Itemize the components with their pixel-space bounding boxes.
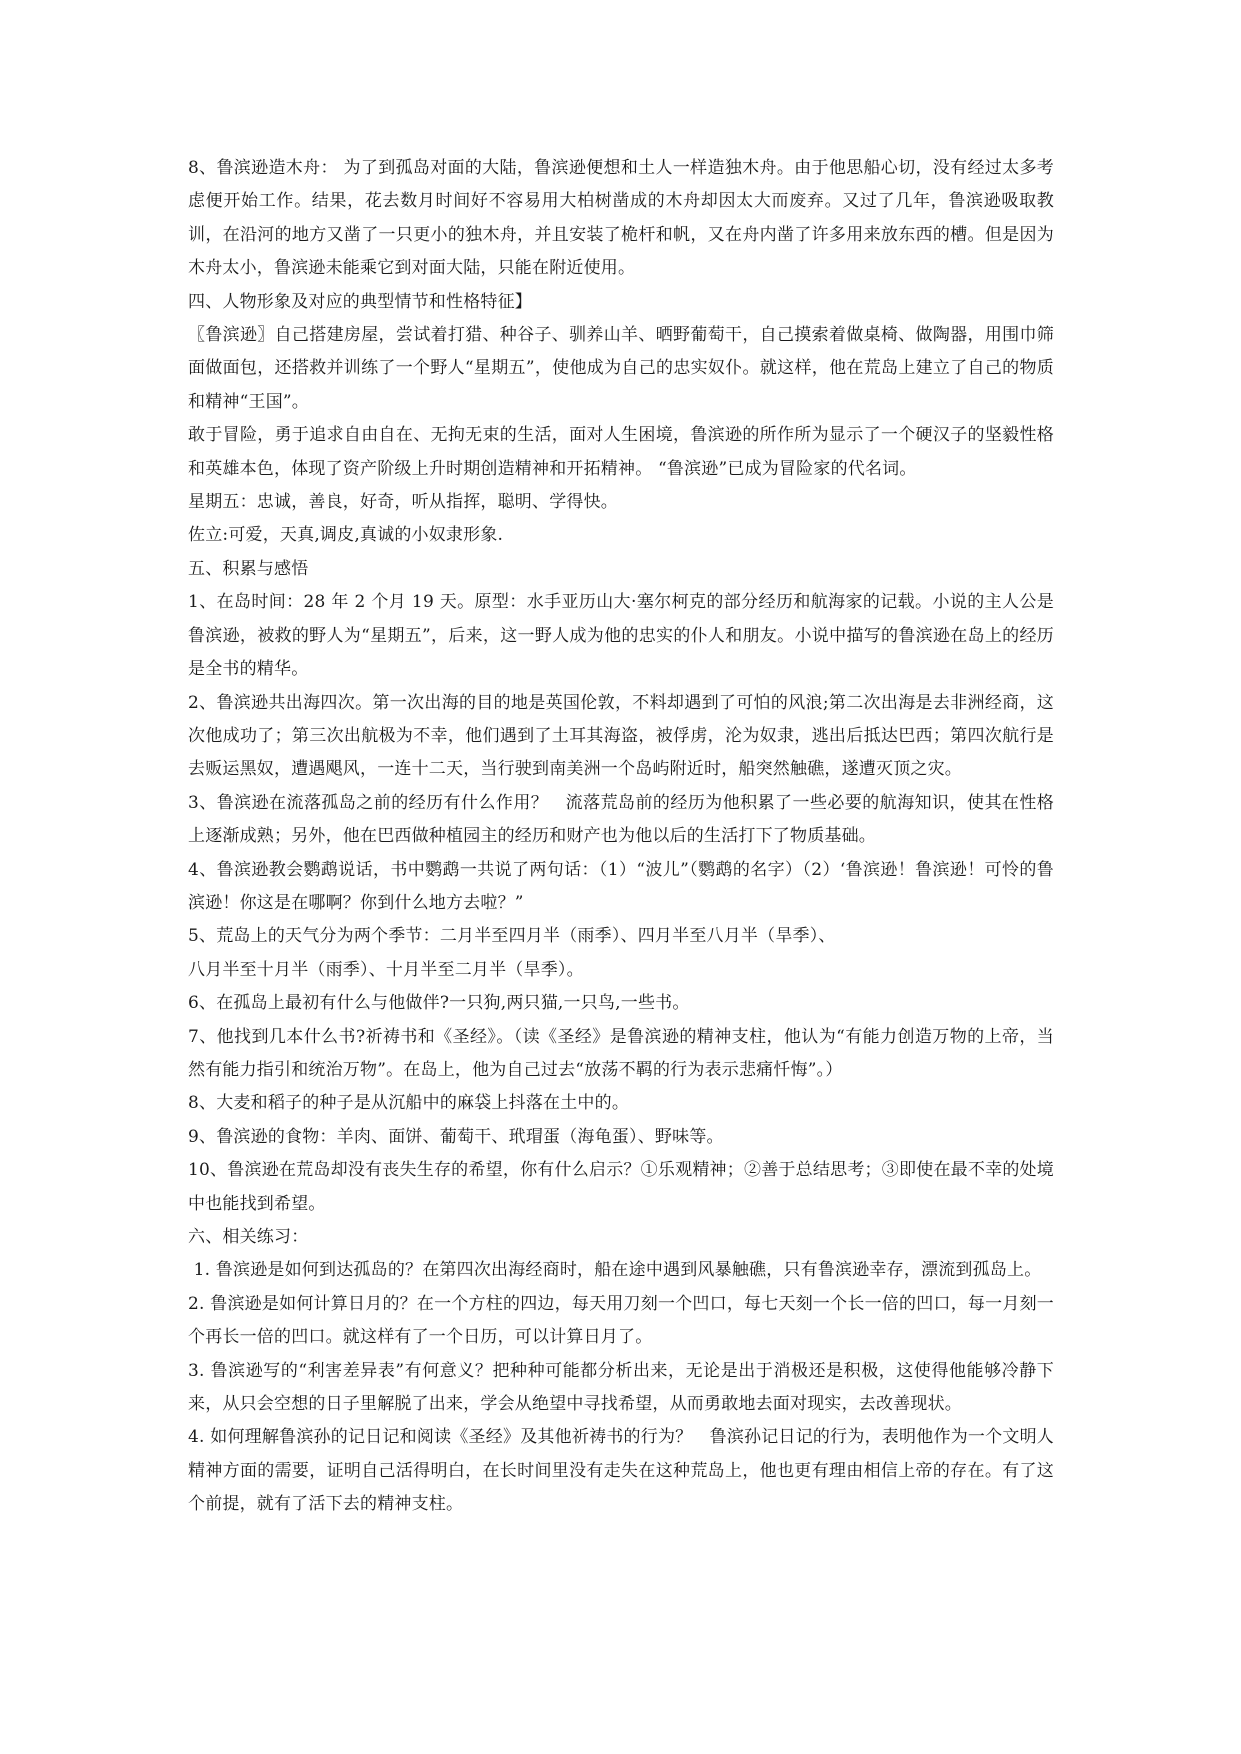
list-item-prior-experience: 3、鲁滨逊在流落孤岛之前的经历有什么作用？ 流落荒岛前的经历为他积累了一些必要的航海知识，使其在性格上逐渐成熟；另外，他在巴西做种植园主的经历和财产也为他以后的生活打下了物质基础。 [188, 792, 1054, 847]
list-item-parrot: 4、鲁滨逊教会鹦鹉说话，书中鹦鹉一共说了两句话：（1）“波儿”（鹦鹉的名字）（2）‘鲁滨逊！鲁滨逊！可怜的鲁滨逊！你这是在哪啊？你到什么地方去啦？” [188, 859, 1054, 913]
list-item-island-time: 1、在岛时间：28 年 2 个月 19 天。原型：水手亚历山大·塞尔柯克的部分经历和航海家的记载。小说的主人公是鲁滨逊，被救的野人为“星期五”，后来，这一野人成为他的忠实的仆人和朋友。小说中描写的鲁滨逊在岛上的经历是全书的精华。 [188, 592, 1054, 680]
paragraph-robinson-traits: 〖鲁滨逊〗自己搭建房屋，尝试着打猎、种谷子、驯养山羊、晒野葡萄干，自己摸索着做桌椅、做陶器，用围巾筛面做面包，还搭救并训练了一个野人“星期五”，使他成为自己的忠实奴仆。就这样，他在荒岛上建立了自己的物质和精神“王国”。 [188, 325, 1054, 412]
list-item-four-voyages: 2、鲁滨逊共出海四次。第一次出海的目的地是英国伦敦，不料却遇到了可怕的风浪;第二次出海是去非洲经商，这次他成功了；第三次出航极为不幸，他们遇到了土耳其海盗，被俘虏，沦为奴隶，逃出后抵达巴西；第四次航行是去贩运黑奴，遭遇飓风，一连十二天，当行驶到南美洲一个岛屿附近时，船突然触礁，遂遭灭顶之灾。 [188, 692, 1054, 780]
list-item-companions: 6、在孤岛上最初有什么与他做伴?一只狗,两只猫,一只鸟,一些书。 [188, 993, 690, 1014]
section-heading-exercises: 六、相关练习： [188, 1227, 309, 1247]
exercise-2: 2. 鲁滨逊是如何计算日月的？在一个方柱的四边，每天用刀刻一个凹口，每七天刻一个长一倍的凹口，每一月刻一个再长一倍的凹口。就这样有了一个日历，可以计算日月了。 [188, 1293, 1054, 1348]
list-item-seasons: 5、荒岛上的天气分为两个季节：二月半至四月半（雨季）、四月半至八月半（旱季）、 [188, 926, 836, 947]
document-page [188, 152, 1054, 1522]
paragraph-friday: 星期五：忠诚，善良，好奇，听从指挥，聪明、学得快。 [188, 492, 618, 513]
list-item-inspiration: 10、鲁滨逊在荒岛却没有丧失生存的希望，你有什么启示？①乐观精神；②善于总结思考；③即使在最不幸的处境中也能找到希望。 [188, 1160, 1054, 1214]
paragraph-adventure-spirit: 敢于冒险，勇于追求自由自在、无拘无束的生活，面对人生困境，鲁滨逊的所作所为显示了一个硬汉子的坚毅性格和英雄本色，体现了资产阶级上升时期创造精神和开拓精神。 “鲁滨逊”已成为冒险家的代名词。 [188, 425, 1054, 479]
exercise-3: 3. 鲁滨逊写的“利害差异表”有何意义？把种种可能都分析出来，无论是出于消极还是积极，这使得他能够冷静下来，从只会空想的日子里解脱了出来，学会从绝望中寻找希望，从而勇敢地去面对现实，去改善现状。 [188, 1360, 1054, 1415]
list-item-books: 7、他找到几本什么书?祈祷书和《圣经》。（读《圣经》是鲁滨逊的精神支柱，他认为“有能力创造万物的上帝，当然有能力指引和统治万物”。在岛上，他为自己过去“放荡不羁的行为表示悲痛忏悔”。） [188, 1026, 1054, 1080]
section-heading-accumulation: 五、积累与感悟 [188, 558, 309, 579]
exercise-1: 1. 鲁滨逊是如何到达孤岛的？在第四次出海经商时，船在途中遇到风暴触礁，只有鲁滨逊幸存，漂流到孤岛上。 [188, 1260, 1042, 1281]
exercise-4: 4. 如何理解鲁滨孙的记日记和阅读《圣经》及其他祈祷书的行为？ 鲁滨孙记日记的行为，表明他作为一个文明人精神方面的需要，证明自己活得明白，在长时间里没有走失在这种荒岛上，他也更有理由相信上帝的存在。有了这个前提，就有了活下去的精神支柱。 [188, 1427, 1054, 1515]
list-item-food: 9、鲁滨逊的食物：羊肉、面饼、葡萄干、玳瑁蛋（海龟蛋）、野味等。 [188, 1126, 724, 1147]
paragraph-xury: 佐立:可爱，天真,调皮,真诚的小奴隶形象. [188, 525, 504, 546]
paragraph-boat-building: 8、鲁滨逊造木舟： 为了到孤岛对面的大陆，鲁滨逊便想和土人一样造独木舟。由于他思船心切，没有经过太多考虑便开始工作。结果，花去数月时间好不容易用大柏树凿成的木舟却因太大而废弃。又过了几年，鲁滨逊吸取教训，在沿河的地方又凿了一只更小的独木舟，并且安装了桅杆和帆，又在舟内凿了许多用来放东西的槽。但是因为木舟太小，鲁滨逊未能乘它到对面大陆，只能在附近使用。 [188, 158, 1054, 279]
section-heading-characters: 四、人物形象及对应的典型情节和性格特征】 [188, 291, 532, 312]
list-item-seeds: 8、大麦和稻子的种子是从沉船中的麻袋上抖落在土中的。 [188, 1093, 630, 1114]
list-item-seasons-continued: 八月半至十月半（雨季）、十月半至二月半（旱季）。 [188, 959, 584, 980]
